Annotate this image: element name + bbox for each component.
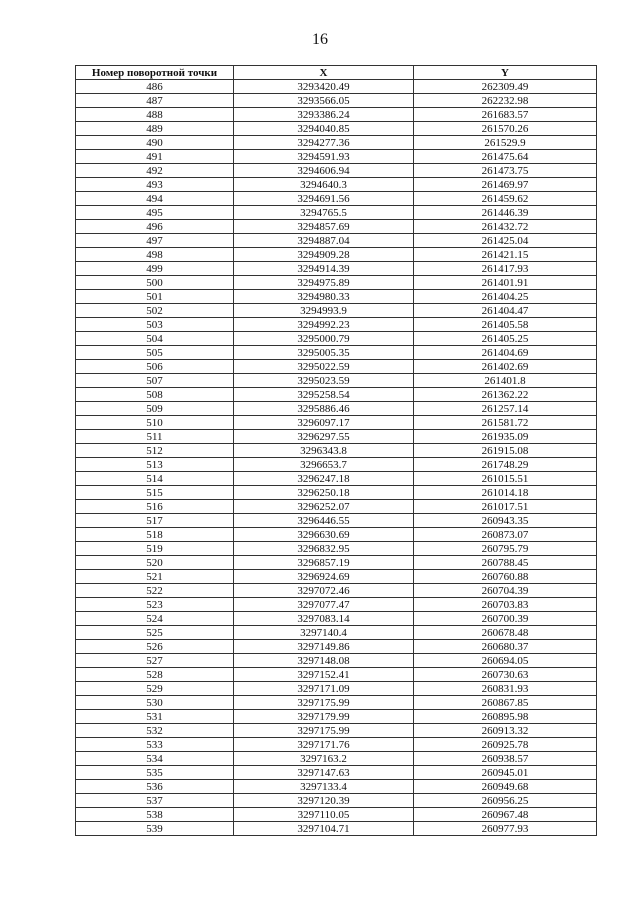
point-number-cell: 535: [76, 766, 234, 780]
y-cell: 260788.45: [414, 556, 597, 570]
table-row: [76, 220, 597, 234]
y-cell: 261014.18: [414, 486, 597, 500]
y-cell: 261915.08: [414, 444, 597, 458]
y-cell: 261421.15: [414, 248, 597, 262]
point-number-cell: 522: [76, 584, 234, 598]
y-cell: 260913.32: [414, 724, 597, 738]
point-number-cell: 501: [76, 290, 234, 304]
table-row: [76, 136, 597, 150]
header-point-number: Номер поворотной точки: [76, 66, 234, 80]
x-cell: 3297163.2: [234, 752, 414, 766]
table-row: [76, 780, 597, 794]
table-row: [76, 556, 597, 570]
x-cell: 3297175.99: [234, 724, 414, 738]
table-row: [76, 514, 597, 528]
table-row: [76, 696, 597, 710]
x-cell: 3293566.05: [234, 94, 414, 108]
table-row: [76, 612, 597, 626]
x-cell: 3297133.4: [234, 780, 414, 794]
point-number-cell: 491: [76, 150, 234, 164]
x-cell: 3297148.08: [234, 654, 414, 668]
table-row: [76, 332, 597, 346]
point-number-cell: 532: [76, 724, 234, 738]
point-number-cell: 500: [76, 276, 234, 290]
y-cell: 261581.72: [414, 416, 597, 430]
x-cell: 3294993.9: [234, 304, 414, 318]
table-row: [76, 318, 597, 332]
x-cell: 3294887.04: [234, 234, 414, 248]
y-cell: 261475.64: [414, 150, 597, 164]
y-cell: 260945.01: [414, 766, 597, 780]
point-number-cell: 499: [76, 262, 234, 276]
table-row: [76, 206, 597, 220]
point-number-cell: 487: [76, 94, 234, 108]
table-row: [76, 304, 597, 318]
table-row: [76, 94, 597, 108]
y-cell: 261473.75: [414, 164, 597, 178]
table-row: [76, 794, 597, 808]
y-cell: 260703.83: [414, 598, 597, 612]
y-cell: 260867.85: [414, 696, 597, 710]
table-row: [76, 710, 597, 724]
y-cell: 261683.57: [414, 108, 597, 122]
table-row: [76, 346, 597, 360]
table-body: [76, 80, 597, 836]
table-row: [76, 108, 597, 122]
y-cell: 261405.58: [414, 318, 597, 332]
table-row: [76, 192, 597, 206]
x-cell: 3297147.63: [234, 766, 414, 780]
x-cell: 3296832.95: [234, 542, 414, 556]
y-cell: 260977.93: [414, 822, 597, 836]
table-row: [76, 528, 597, 542]
y-cell: 260938.57: [414, 752, 597, 766]
table-row: [76, 766, 597, 780]
y-cell: 261469.97: [414, 178, 597, 192]
page-number: 16: [312, 31, 328, 48]
y-cell: 260680.37: [414, 640, 597, 654]
y-cell: 261362.22: [414, 388, 597, 402]
x-cell: 3294591.93: [234, 150, 414, 164]
point-number-cell: 492: [76, 164, 234, 178]
x-cell: 3296247.18: [234, 472, 414, 486]
table-row: [76, 234, 597, 248]
table-row: [76, 458, 597, 472]
x-cell: 3297171.76: [234, 738, 414, 752]
y-cell: 260967.48: [414, 808, 597, 822]
point-number-cell: 516: [76, 500, 234, 514]
point-number-cell: 503: [76, 318, 234, 332]
table-row: [76, 584, 597, 598]
table-row: [76, 654, 597, 668]
x-cell: 3296924.69: [234, 570, 414, 584]
y-cell: 260700.39: [414, 612, 597, 626]
x-cell: 3297149.86: [234, 640, 414, 654]
table-row: [76, 640, 597, 654]
y-cell: 261748.29: [414, 458, 597, 472]
y-cell: 261404.25: [414, 290, 597, 304]
y-cell: 261015.51: [414, 472, 597, 486]
x-cell: 3296252.07: [234, 500, 414, 514]
table-row: [76, 668, 597, 682]
header-y: Y: [414, 66, 597, 80]
x-cell: 3295000.79: [234, 332, 414, 346]
point-number-cell: 493: [76, 178, 234, 192]
table-row: [76, 164, 597, 178]
y-cell: 261404.47: [414, 304, 597, 318]
point-number-cell: 528: [76, 668, 234, 682]
point-number-cell: 531: [76, 710, 234, 724]
x-cell: 3296857.19: [234, 556, 414, 570]
point-number-cell: 496: [76, 220, 234, 234]
x-cell: 3293420.49: [234, 80, 414, 94]
x-cell: 3297171.09: [234, 682, 414, 696]
y-cell: 261417.93: [414, 262, 597, 276]
x-cell: 3297083.14: [234, 612, 414, 626]
table-row: [76, 360, 597, 374]
point-number-cell: 508: [76, 388, 234, 402]
table-row: [76, 472, 597, 486]
y-cell: 260949.68: [414, 780, 597, 794]
point-number-cell: 537: [76, 794, 234, 808]
point-number-cell: 497: [76, 234, 234, 248]
y-cell: 261446.39: [414, 206, 597, 220]
table-row: [76, 150, 597, 164]
point-number-cell: 538: [76, 808, 234, 822]
table-header-row: [76, 66, 597, 80]
y-cell: 260925.78: [414, 738, 597, 752]
point-number-cell: 530: [76, 696, 234, 710]
x-cell: 3294765.5: [234, 206, 414, 220]
x-cell: 3294992.23: [234, 318, 414, 332]
point-number-cell: 494: [76, 192, 234, 206]
y-cell: 261404.69: [414, 346, 597, 360]
table-row: [76, 598, 597, 612]
y-cell: 260831.93: [414, 682, 597, 696]
x-cell: 3294640.3: [234, 178, 414, 192]
y-cell: 260694.05: [414, 654, 597, 668]
point-number-cell: 489: [76, 122, 234, 136]
point-number-cell: 486: [76, 80, 234, 94]
y-cell: 261425.04: [414, 234, 597, 248]
point-number-cell: 525: [76, 626, 234, 640]
x-cell: 3295005.35: [234, 346, 414, 360]
x-cell: 3297077.47: [234, 598, 414, 612]
point-number-cell: 518: [76, 528, 234, 542]
y-cell: 261257.14: [414, 402, 597, 416]
y-cell: 261459.62: [414, 192, 597, 206]
x-cell: 3297179.99: [234, 710, 414, 724]
x-cell: 3294909.28: [234, 248, 414, 262]
y-cell: 260678.48: [414, 626, 597, 640]
x-cell: 3297104.71: [234, 822, 414, 836]
x-cell: 3296343.8: [234, 444, 414, 458]
x-cell: 3294975.89: [234, 276, 414, 290]
point-number-cell: 520: [76, 556, 234, 570]
point-number-cell: 510: [76, 416, 234, 430]
point-number-cell: 533: [76, 738, 234, 752]
y-cell: 261017.51: [414, 500, 597, 514]
y-cell: 262309.49: [414, 80, 597, 94]
point-number-cell: 490: [76, 136, 234, 150]
x-cell: 3297072.46: [234, 584, 414, 598]
y-cell: 261570.26: [414, 122, 597, 136]
table-row: [76, 500, 597, 514]
table-row: [76, 262, 597, 276]
coordinates-table: [75, 65, 597, 836]
y-cell: 261405.25: [414, 332, 597, 346]
table-row: [76, 388, 597, 402]
x-cell: 3295886.46: [234, 402, 414, 416]
x-cell: 3294277.36: [234, 136, 414, 150]
table-row: [76, 430, 597, 444]
point-number-cell: 523: [76, 598, 234, 612]
table-row: [76, 290, 597, 304]
table-row: [76, 738, 597, 752]
x-cell: 3293386.24: [234, 108, 414, 122]
point-number-cell: 511: [76, 430, 234, 444]
x-cell: 3296097.17: [234, 416, 414, 430]
point-number-cell: 495: [76, 206, 234, 220]
point-number-cell: 509: [76, 402, 234, 416]
table-row: [76, 626, 597, 640]
point-number-cell: 515: [76, 486, 234, 500]
x-cell: 3294914.39: [234, 262, 414, 276]
x-cell: 3295022.59: [234, 360, 414, 374]
x-cell: 3294040.85: [234, 122, 414, 136]
x-cell: 3297175.99: [234, 696, 414, 710]
x-cell: 3297110.05: [234, 808, 414, 822]
point-number-cell: 507: [76, 374, 234, 388]
point-number-cell: 529: [76, 682, 234, 696]
table-row: [76, 276, 597, 290]
table-row: [76, 570, 597, 584]
point-number-cell: 505: [76, 346, 234, 360]
table-row: [76, 416, 597, 430]
x-cell: 3296250.18: [234, 486, 414, 500]
x-cell: 3296630.69: [234, 528, 414, 542]
point-number-cell: 524: [76, 612, 234, 626]
x-cell: 3294691.56: [234, 192, 414, 206]
point-number-cell: 512: [76, 444, 234, 458]
y-cell: 260704.39: [414, 584, 597, 598]
y-cell: 260943.35: [414, 514, 597, 528]
point-number-cell: 534: [76, 752, 234, 766]
point-number-cell: 536: [76, 780, 234, 794]
x-cell: 3294606.94: [234, 164, 414, 178]
y-cell: 261432.72: [414, 220, 597, 234]
x-cell: 3294857.69: [234, 220, 414, 234]
y-cell: 260956.25: [414, 794, 597, 808]
table-row: [76, 808, 597, 822]
table-row: [76, 542, 597, 556]
point-number-cell: 519: [76, 542, 234, 556]
y-cell: 260795.79: [414, 542, 597, 556]
y-cell: 262232.98: [414, 94, 597, 108]
table-row: [76, 486, 597, 500]
x-cell: 3297152.41: [234, 668, 414, 682]
y-cell: 260730.63: [414, 668, 597, 682]
point-number-cell: 539: [76, 822, 234, 836]
table-row: [76, 752, 597, 766]
x-cell: 3296653.7: [234, 458, 414, 472]
table-row: [76, 80, 597, 94]
table-row: [76, 178, 597, 192]
table-row: [76, 724, 597, 738]
y-cell: 261529.9: [414, 136, 597, 150]
point-number-cell: 513: [76, 458, 234, 472]
table-row: [76, 122, 597, 136]
y-cell: 260895.98: [414, 710, 597, 724]
y-cell: 261401.91: [414, 276, 597, 290]
point-number-cell: 498: [76, 248, 234, 262]
x-cell: 3295023.59: [234, 374, 414, 388]
point-number-cell: 521: [76, 570, 234, 584]
point-number-cell: 527: [76, 654, 234, 668]
point-number-cell: 506: [76, 360, 234, 374]
point-number-cell: 504: [76, 332, 234, 346]
table-row: [76, 682, 597, 696]
table-row: [76, 822, 597, 836]
header-x: X: [234, 66, 414, 80]
x-cell: 3296446.55: [234, 514, 414, 528]
point-number-cell: 488: [76, 108, 234, 122]
table-row: [76, 402, 597, 416]
x-cell: 3297140.4: [234, 626, 414, 640]
x-cell: 3295258.54: [234, 388, 414, 402]
y-cell: 260873.07: [414, 528, 597, 542]
point-number-cell: 502: [76, 304, 234, 318]
table-row: [76, 444, 597, 458]
x-cell: 3296297.55: [234, 430, 414, 444]
point-number-cell: 526: [76, 640, 234, 654]
y-cell: 260760.88: [414, 570, 597, 584]
point-number-cell: 514: [76, 472, 234, 486]
table-row: [76, 248, 597, 262]
y-cell: 261402.69: [414, 360, 597, 374]
table-row: [76, 374, 597, 388]
y-cell: 261401.8: [414, 374, 597, 388]
point-number-cell: 517: [76, 514, 234, 528]
x-cell: 3294980.33: [234, 290, 414, 304]
x-cell: 3297120.39: [234, 794, 414, 808]
y-cell: 261935.09: [414, 430, 597, 444]
